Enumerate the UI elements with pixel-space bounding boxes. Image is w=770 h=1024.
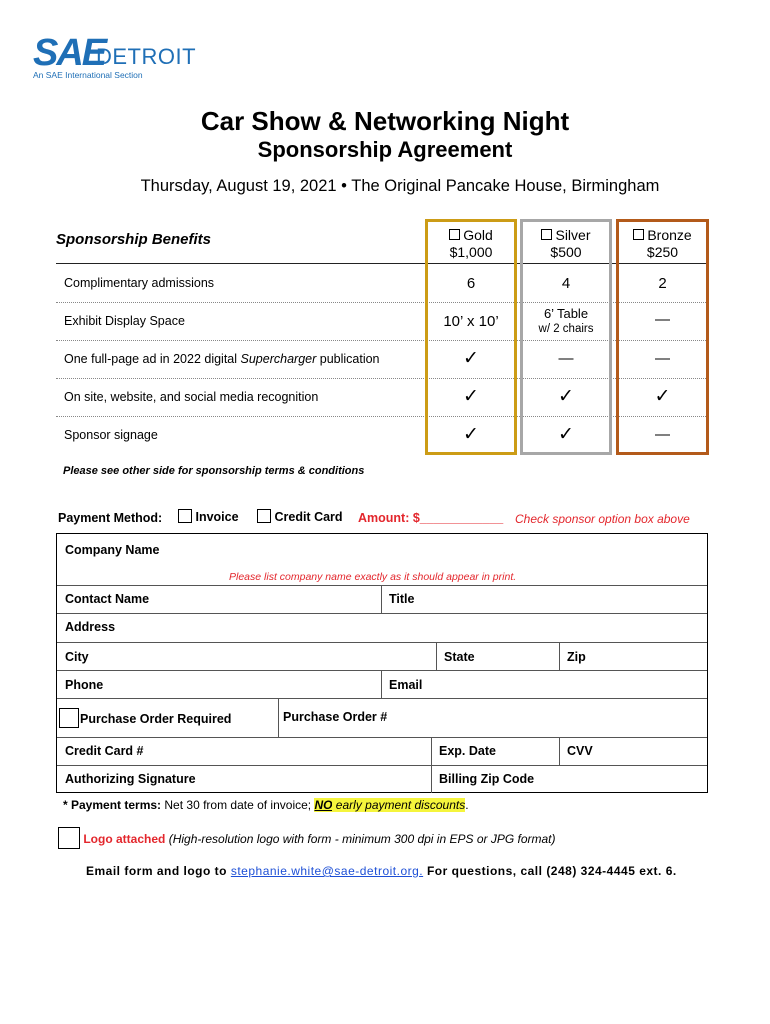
cell-value-sub: w/ 2 chairs — [538, 323, 594, 335]
cell-value: 2 — [658, 275, 667, 292]
check-icon: ✓ — [558, 386, 574, 407]
event-line: Thursday, August 19, 2021 • The Original Pancake House, Birmingham — [140, 177, 660, 195]
email-link[interactable]: stephanie.white@sae-detroit.org. — [230, 864, 424, 878]
amount-field[interactable]: Amount: $____________ — [358, 511, 504, 525]
zip-field[interactable]: Zip — [567, 650, 586, 664]
tier-header-gold[interactable]: Gold $1,000 — [449, 227, 493, 260]
checkbox-icon[interactable] — [449, 229, 460, 240]
title-field[interactable]: Title — [389, 592, 415, 606]
cvv-field[interactable]: CVV — [567, 744, 593, 758]
check-icon: ✓ — [463, 424, 479, 445]
page-subtitle: Sponsorship Agreement — [257, 137, 513, 162]
tier-header-bronze[interactable]: Bronze $250 — [619, 222, 706, 261]
benefit-row-label: Sponsor signage — [64, 428, 158, 442]
logo-attached-row[interactable] — [58, 827, 556, 849]
city-field[interactable]: City — [65, 650, 89, 664]
checkbox-icon[interactable] — [633, 229, 644, 240]
credit-card-checkbox[interactable] — [257, 509, 271, 523]
dash-icon: — — [655, 350, 670, 367]
address-field[interactable]: Address — [65, 620, 116, 634]
state-field[interactable]: State — [444, 650, 475, 664]
cell-value: 6 — [466, 275, 476, 292]
phone-field[interactable]: Phone — [65, 678, 104, 692]
cell-value: 10’ x 10’ — [443, 313, 499, 330]
checkbox-icon[interactable] — [541, 229, 552, 240]
po-required-label: Purchase Order Required — [80, 712, 232, 726]
payment-hint: Check sponsor option box above — [515, 512, 690, 526]
contact-line: Email form and logo to stephanie.white@sae-detroit.org. For questions, call (248) 324-4445 ext. 6. — [86, 864, 677, 878]
credit-card-option[interactable] — [257, 509, 343, 524]
invoice-option[interactable] — [178, 509, 239, 524]
invoice-label: Invoice — [195, 510, 239, 524]
company-hint: Please list company name exactly as it should appear in print. — [229, 571, 517, 583]
payment-method-label: Payment Method: — [58, 511, 163, 525]
email-field[interactable]: Email — [389, 678, 423, 692]
tier-column-bronze — [616, 219, 709, 455]
tier-column-gold — [425, 219, 517, 455]
contact-name-field[interactable]: Contact Name — [65, 592, 150, 606]
company-name-field[interactable]: Company Name — [65, 543, 160, 557]
check-icon: ✓ — [558, 424, 574, 445]
logo-attached-detail: (High-resolution logo with form - minimum 300 dpi in EPS or JPG format) — [165, 832, 556, 846]
benefit-row-label: Complimentary admissions — [64, 276, 215, 290]
po-number-field[interactable]: Purchase Order # — [283, 710, 388, 724]
sae-logo-subtitle: An SAE International Section — [33, 70, 143, 80]
terms-note: Please see other side for sponsorship terms & conditions — [63, 465, 365, 477]
benefit-row-label: On site, website, and social media recognition — [64, 390, 319, 404]
signature-field[interactable]: Authorizing Signature — [65, 772, 196, 786]
invoice-checkbox[interactable] — [178, 509, 192, 523]
credit-card-label: Credit Card — [274, 510, 343, 524]
sae-logo-mark: SAE — [33, 32, 106, 74]
sae-logo-name: DETROIT — [96, 44, 197, 69]
dash-icon: — — [558, 350, 574, 367]
exp-date-field[interactable]: Exp. Date — [439, 744, 496, 758]
payment-terms: * Payment terms: Net 30 from date of invoice; NO early payment discounts. — [63, 798, 469, 812]
po-required-checkbox[interactable] — [59, 708, 79, 728]
billing-zip-field[interactable]: Billing Zip Code — [439, 772, 535, 786]
sponsor-form — [56, 533, 708, 793]
cell-value: 6’ Table — [543, 306, 589, 321]
benefits-heading: Sponsorship Benefits — [56, 231, 212, 248]
credit-card-number-field[interactable]: Credit Card # — [65, 744, 144, 758]
benefit-row-label: One full-page ad in 2022 digital Supercharger publication — [64, 352, 380, 366]
check-icon: ✓ — [463, 386, 479, 407]
check-icon: ✓ — [654, 386, 671, 407]
benefit-row-label: Exhibit Display Space — [64, 314, 185, 328]
tier-header-silver[interactable]: Silver $500 — [523, 222, 609, 261]
page-title: Car Show & Networking Night — [200, 106, 570, 136]
tier-column-silver — [520, 219, 612, 455]
check-icon: ✓ — [463, 348, 479, 369]
logo-attached-checkbox[interactable] — [58, 827, 80, 849]
cell-value: 4 — [561, 275, 571, 292]
logo-attached-label: Logo attached — [83, 832, 166, 846]
dash-icon: — — [655, 426, 670, 443]
dash-icon: — — [655, 311, 670, 328]
